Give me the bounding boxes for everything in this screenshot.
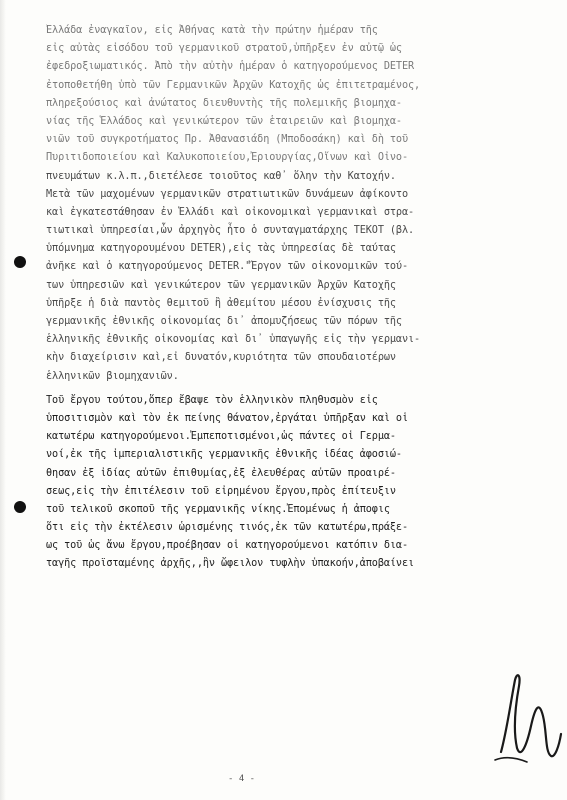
- text-line: ως τοῦ ὡς ἄνω ἔργου,προέβησαν οἱ κατηγορούμενοι κατόπιν δια-: [46, 540, 409, 552]
- text-line: ὑπόμνημα κατηγορουμένου DETER),εἰς τὰς ὑπηρεσίας δὲ ταύτας: [46, 243, 396, 255]
- text-line: νιῶν τοῦ συγκροτήματος Πρ. Ἀθανασιάδη (Μποδοσάκη) καὶ δὴ τοῦ: [46, 134, 409, 146]
- text-line: Πυριτιδοποιείου καὶ Καλυκοποιείου,Ἐριουργίας,Οἴνων καὶ Οἰνο-: [46, 152, 409, 164]
- text-line: νοί,ἐκ τῆς ἰμπεριαλιστικῆς γερμανικῆς ἐθνικῆς ἰδέας ἀφοσιώ-: [46, 449, 402, 461]
- text-line: θησαν ἐξ ἰδίας αὐτῶν ἐπιθυμίας,ἐξ ἐλευθέρας αὐτῶν προαιρέ-: [46, 467, 396, 479]
- text-line: ἐφεδροξιωματικός. Ἀπὸ τὴν αὐτὴν ἡμέραν ὁ κατηγορούμενος DETER: [46, 61, 415, 73]
- text-line: πνευμάτων κ.λ.π.,διετέλεσε τοιοῦτος καθ᾽ ὅλην τὴν Κατοχήν.: [46, 170, 396, 182]
- text-line: των ὑπηρεσιῶν καὶ γενικώτερον τῶν γερμανικῶν Ἀρχῶν Κατοχῆς: [46, 279, 396, 291]
- text-line: τιωτικαὶ ὑπηρεσίαι,ὧν ἀρχηγὸς ἦτο ὁ συνταγματάρχης ΤΕΚΟΤ (βλ.: [46, 225, 415, 237]
- text-line: Ἑλλάδα ἐναγκαῖον, εἰς Ἀθήνας κατὰ τὴν πρώτην ἡμέραν τῆς: [46, 25, 378, 36]
- text-line: ἀνῆκε καὶ ὁ κατηγορούμενος DETER."Ἔργον τῶν οἰκονομικῶν τού-: [46, 261, 409, 273]
- text-line: νίας τῆς Ἑλλάδος καὶ γενικώτερον τῶν ἑταιρειῶν καὶ βιομηχα-: [46, 115, 402, 127]
- text-line: καὶ ἐγκατεστάθησαν ἐν Ἑλλάδι καὶ οἰκονομικαὶ γερμανικαὶ στρα-: [46, 206, 415, 218]
- text-line: σεως,εἰς τὴν ἐπιτέλεσιν τοῦ εἰρημένου ἔργου,πρὸς ἐπίτευξιν: [46, 485, 396, 497]
- text-line: Τοῦ ἔργου τούτου,ὅπερ ἔβαψε τὸν ἑλληνικὸν πληθυσμὸν εἰς: [46, 394, 378, 406]
- text-line: τοῦ τελικοῦ σκοποῦ τῆς γερμανικῆς νίκης.Ἐπομένως ἡ ἀποφις: [46, 503, 390, 515]
- text-line: κὴν διαχείρισιν καὶ,εἰ δυνατόν,κυριότητα τῶν σπουδαιοτέρων: [46, 352, 396, 364]
- text-line: ὅτι εἰς τὴν ἐκτέλεσιν ὡρισμένης τινός,ἐκ τῶν κατωτέρω,πράξε-: [46, 522, 409, 534]
- text-line: ἑλληνικῶν βιομηχανιῶν.: [46, 370, 179, 382]
- punch-hole-bottom: [14, 501, 26, 513]
- text-line: ὑποσιτισμὸν καὶ τὸν ἐκ πείνης θάνατον,ἐργάται ὑπῆρξαν καὶ οἱ: [46, 412, 409, 424]
- text-line: κατωτέρω κατηγορούμενοι.Ἐμπεποτισμένοι,ὡς πάντες οἱ Γερμα-: [46, 431, 396, 443]
- page-number: - 4 -: [228, 774, 256, 784]
- text-line: εἰς αὐτὰς εἰσόδου τοῦ γερμανικοῦ στρατοῦ,ὑπῆρξεν ἐν αὐτῷ ὡς: [46, 43, 402, 55]
- text-line: γερμανικῆς ἐθνικῆς οἰκονομίας δι᾽ ἀπομυζήσεως τῶν πόρων τῆς: [46, 316, 402, 327]
- handwritten-signature: [493, 660, 563, 770]
- punch-hole-top: [14, 256, 26, 268]
- typewritten-body: [46, 22, 516, 574]
- text-line: ὑπῆρξε ἡ διὰ παντὸς θεμιτοῦ ἢ ἀθεμίτου μέσου ἐνίσχυσις τῆς: [46, 297, 396, 309]
- text-line: ἐτοποθετήθη ὑπὸ τῶν Γερμανικῶν Ἀρχῶν Κατοχῆς ὡς ἐπιτετραμένος,: [46, 79, 421, 91]
- text-line: ταγῆς προϊσταμένης ἀρχῆς,,ἣν ὤφειλον τυφλὴν ὑπακοήν,ἀποβαίνει: [46, 558, 415, 570]
- text-line: Μετὰ τῶν μαχομένων γερμανικῶν στρατιωτικῶν δυνάμεων ἀφίκοντο: [46, 188, 409, 200]
- text-line: πληρεξούσιος καὶ ἀνώτατος διευθυντὴς τῆς πολεμικῆς βιομηχα-: [46, 97, 402, 109]
- page-edge-shadow: [0, 0, 6, 800]
- text-line: ἑλληνικῆς ἐθνικῆς οἰκονομίας καὶ δι᾽ ὑπαγωγῆς εἰς τὴν γερμανι-: [46, 334, 421, 346]
